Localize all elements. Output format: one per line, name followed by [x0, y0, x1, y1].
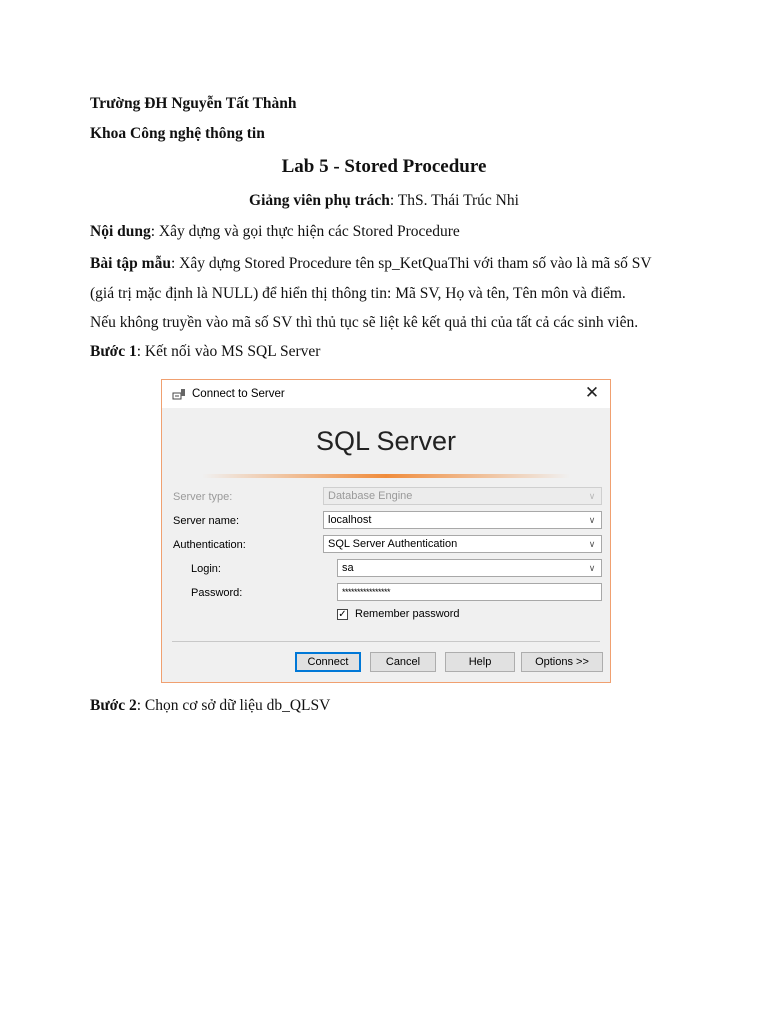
exercise-line-3: Nếu không truyền vào mã số SV thì thủ tục sẽ liệt kê kết quả thi của tất cả các sinh viên. — [90, 314, 639, 331]
authentication-label: Authentication: — [173, 539, 246, 551]
step1-text: : Kết nối vào MS SQL Server — [136, 343, 321, 360]
exercise-label: Bài tập mẫu — [90, 255, 171, 272]
server-connect-icon — [172, 388, 186, 400]
lecturer-label: Giảng viên phụ trách — [249, 192, 390, 209]
dialog-separator — [172, 641, 600, 642]
content-label: Nội dung — [90, 223, 151, 240]
dialog-title: Connect to Server — [192, 388, 285, 400]
step2-label: Bước 2 — [90, 697, 137, 714]
dialog-titlebar — [162, 380, 610, 408]
options-button[interactable]: Options >> — [521, 652, 603, 672]
step1-label: Bước 1 — [90, 343, 137, 360]
login-label: Login: — [191, 563, 221, 575]
lecturer-line — [90, 191, 678, 211]
cancel-button[interactable]: Cancel — [370, 652, 436, 672]
lecturer-value: : ThS. Thái Trúc Nhi — [389, 192, 519, 209]
server-name-combobox[interactable] — [323, 511, 602, 529]
dialog-banner — [162, 408, 610, 478]
content-text: : Xây dựng và gọi thực hiện các Stored Procedure — [150, 223, 460, 240]
university-name: Trường ĐH Nguyễn Tất Thành — [90, 95, 297, 112]
page-title: Lab 5 - Stored Procedure — [281, 156, 487, 177]
login-value: sa — [342, 562, 354, 574]
authentication-select[interactable] — [323, 535, 602, 553]
server-type-label: Server type: — [173, 491, 233, 503]
password-label: Password: — [191, 587, 243, 599]
chevron-down-icon[interactable]: ∨ — [588, 563, 596, 573]
banner-accent-line — [202, 474, 570, 478]
server-type-select — [323, 487, 602, 505]
chevron-down-icon: ∨ — [588, 491, 596, 501]
faculty-name: Khoa Công nghệ thông tin — [90, 125, 265, 142]
chevron-down-icon[interactable]: ∨ — [588, 515, 596, 525]
password-input[interactable] — [337, 583, 602, 601]
step2-text: : Chọn cơ sở dữ liệu db_QLSV — [136, 697, 331, 714]
login-combobox[interactable] — [337, 559, 602, 577]
password-value: **************** — [342, 587, 391, 597]
exercise-line-2: (giá trị mặc định là NULL) để hiển thị thông tin: Mã SV, Họ và tên, Tên môn và điểm. — [90, 285, 626, 302]
server-name-value: localhost — [328, 514, 372, 526]
chevron-down-icon[interactable]: ∨ — [588, 539, 596, 549]
connect-to-server-dialog — [161, 379, 611, 683]
remember-password-label: Remember password — [355, 608, 460, 620]
server-name-label: Server name: — [173, 515, 240, 527]
close-icon[interactable]: ✕ — [584, 383, 600, 402]
step2-line — [90, 696, 330, 716]
server-type-value: Database Engine — [328, 490, 413, 502]
help-button[interactable]: Help — [445, 652, 515, 672]
remember-password-checkbox[interactable]: ✓ — [338, 609, 347, 620]
step1-line — [90, 342, 320, 362]
authentication-value: SQL Server Authentication — [328, 538, 458, 550]
exercise-text-1: : Xây dựng Stored Procedure tên sp_KetQuaThi với tham số vào là mã số SV — [170, 255, 652, 272]
content-line — [90, 222, 460, 242]
connect-button[interactable]: Connect — [295, 652, 361, 672]
exercise-line-1 — [90, 254, 652, 274]
sql-server-logo-text: SQL Server — [315, 426, 457, 456]
